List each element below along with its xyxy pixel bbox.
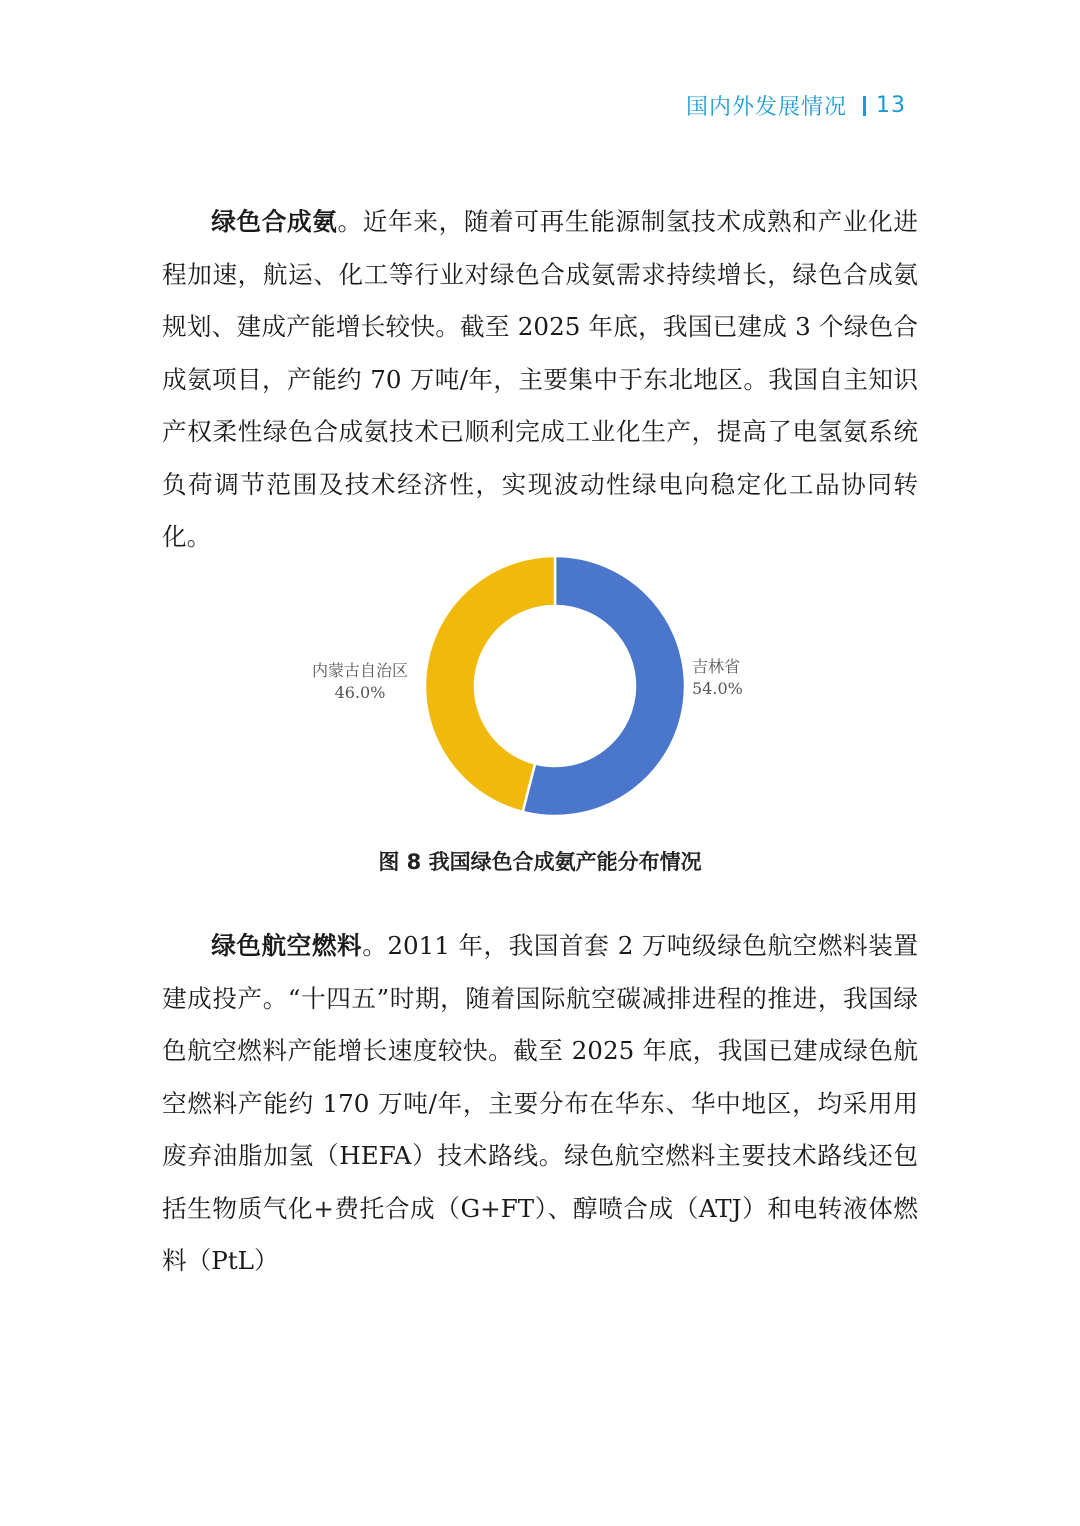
figure-caption: 图 8 我国绿色合成氨产能分布情况 bbox=[378, 850, 702, 874]
paragraph-green-aviation-fuel bbox=[162, 920, 918, 1288]
slice-value-inner-mongolia: 46.0% bbox=[334, 683, 386, 702]
slice-label-jilin bbox=[692, 656, 772, 700]
paragraph-lead: 绿色合成氨 bbox=[211, 207, 338, 236]
slice-category-jilin: 吉林省 bbox=[692, 657, 741, 676]
donut-chart bbox=[290, 548, 790, 828]
slice-category-inner-mongolia: 内蒙古自治区 bbox=[311, 661, 408, 680]
paragraph-body: 。近年来，随着可再生能源制氢技术成熟和产业化进程加速，航运、化工等行业对绿色合成氨需求持续增长，绿色合成氨规划、建成产能增长较快。截至 2025 年底，我国已建成 3 个绿色合成氨项目，产能约 70 万吨/年，主要集中于东北地区。我国自主知识产权柔性绿色合成氨技术已顺利完成工业化生产，提高了电氢氨系统负荷调节范围及技术经济性，实现波动性绿电向稳定化工品协同转化。 bbox=[162, 207, 918, 551]
page-number: 13 bbox=[876, 93, 906, 118]
paragraph-lead: 绿色航空燃料 bbox=[211, 931, 363, 960]
slice-label-inner-mongolia bbox=[290, 660, 430, 704]
header-divider bbox=[863, 96, 866, 116]
running-header bbox=[686, 90, 906, 121]
paragraph-green-ammonia bbox=[162, 196, 918, 564]
paragraph-body: 。2011 年，我国首套 2 万吨级绿色航空燃料装置建成投产。“十四五”时期，随着国际航空碳减排进程的推进，我国绿色航空燃料产能增长速度较快。截至 2025 年底，我国已建成绿色航空燃料产能约 170 万吨/年，主要分布在华东、华中地区，均采用用废弃油脂加氢（HEFA）技术路线。绿色航空燃料主要技术路线还包括生物质气化+费托合成（G+FT）、醇喷合成（ATJ）和电转液体燃料（PtL） bbox=[162, 931, 918, 1275]
section-title: 国内外发展情况 bbox=[685, 95, 847, 120]
slice-value-jilin: 54.0% bbox=[692, 679, 743, 698]
